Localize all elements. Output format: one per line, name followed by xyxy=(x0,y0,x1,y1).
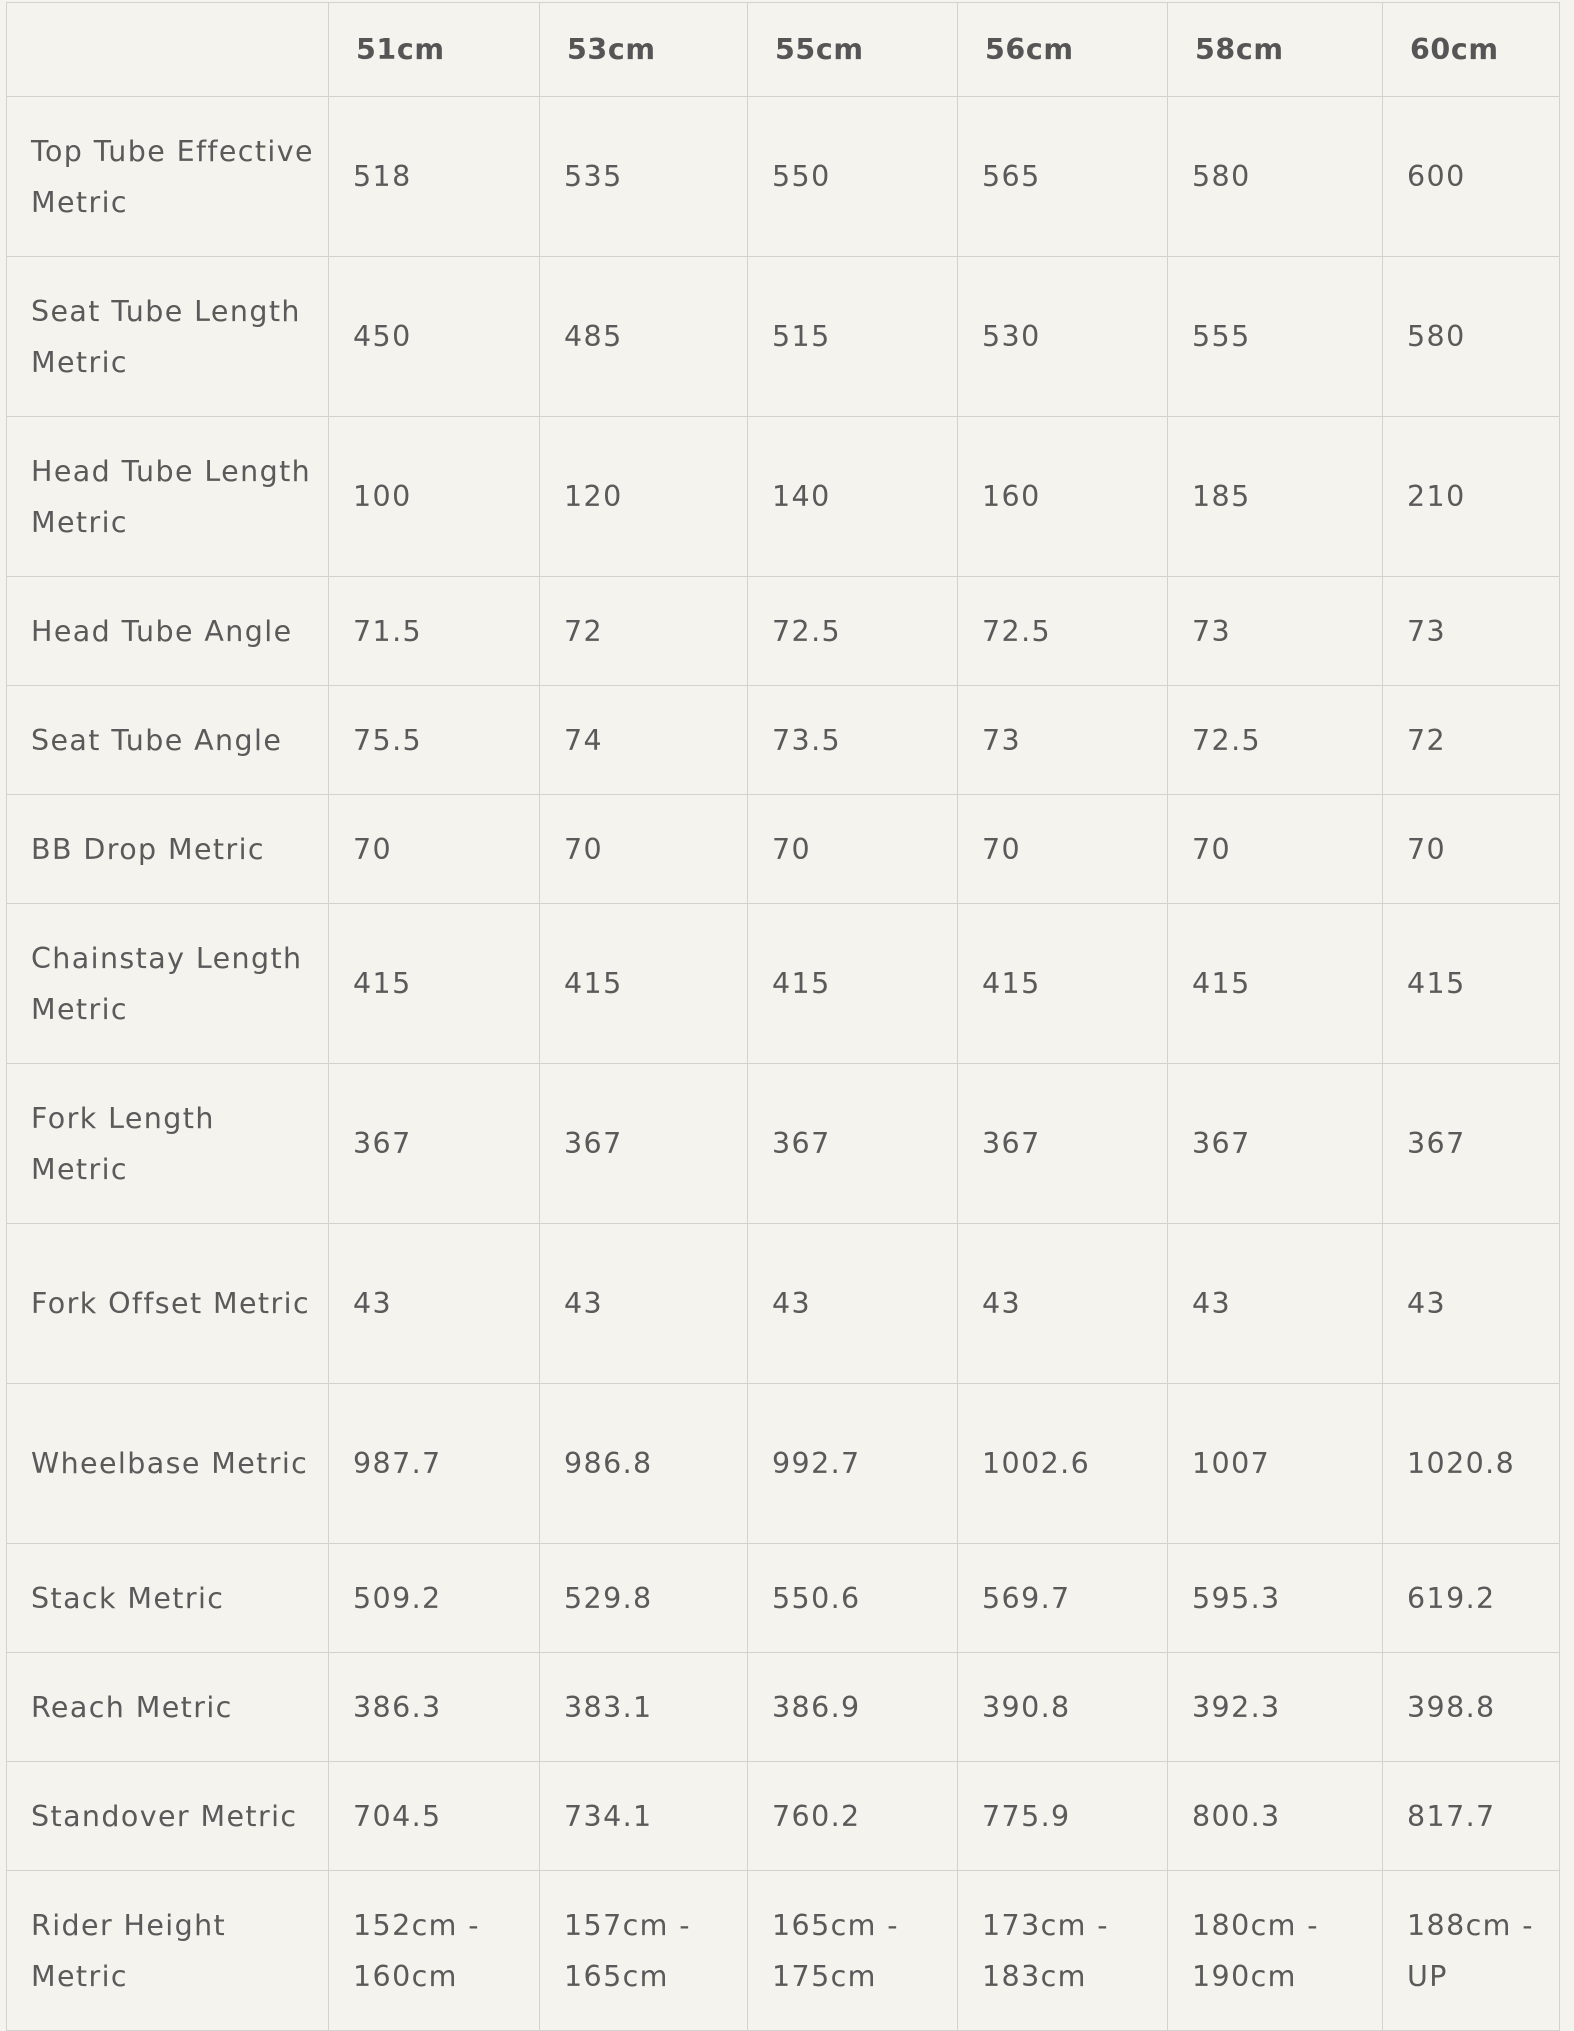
table-cell: 72 xyxy=(1383,686,1560,795)
table-row xyxy=(7,1544,1560,1653)
table-cell: 70 xyxy=(958,795,1168,904)
size-header-55cm: 55cm xyxy=(748,3,958,97)
table-cell: 1020.8 xyxy=(1383,1384,1560,1544)
table-cell: 185 xyxy=(1168,417,1383,577)
table-cell: 43 xyxy=(329,1224,540,1384)
corner-cell xyxy=(7,3,329,97)
table-cell: 72.5 xyxy=(958,577,1168,686)
table-cell: 992.7 xyxy=(748,1384,958,1544)
table-cell: 415 xyxy=(748,904,958,1064)
table-cell: 386.9 xyxy=(748,1653,958,1762)
table-cell: 73 xyxy=(1168,577,1383,686)
table-cell: 398.8 xyxy=(1383,1653,1560,1762)
table-cell: 509.2 xyxy=(329,1544,540,1653)
row-label: Wheelbase Metric xyxy=(7,1384,329,1544)
table-cell: 390.8 xyxy=(958,1653,1168,1762)
table-cell: 70 xyxy=(1168,795,1383,904)
table-cell: 165cm - 175cm xyxy=(748,1871,958,2031)
row-label: Standover Metric xyxy=(7,1762,329,1871)
table-cell: 515 xyxy=(748,257,958,417)
table-cell: 367 xyxy=(1168,1064,1383,1224)
table-cell: 73 xyxy=(1383,577,1560,686)
table-cell: 72 xyxy=(540,577,748,686)
row-label: Top Tube Effective Metric xyxy=(7,97,329,257)
table-row xyxy=(7,686,1560,795)
table-cell: 415 xyxy=(1168,904,1383,1064)
table-row xyxy=(7,417,1560,577)
table-cell: 595.3 xyxy=(1168,1544,1383,1653)
table-cell: 43 xyxy=(748,1224,958,1384)
table-row xyxy=(7,904,1560,1064)
table-cell: 600 xyxy=(1383,97,1560,257)
table-cell: 704.5 xyxy=(329,1762,540,1871)
table-cell: 986.8 xyxy=(540,1384,748,1544)
size-header-56cm: 56cm xyxy=(958,3,1168,97)
table-row xyxy=(7,257,1560,417)
table-cell: 529.8 xyxy=(540,1544,748,1653)
size-header-58cm: 58cm xyxy=(1168,3,1383,97)
table-cell: 367 xyxy=(329,1064,540,1224)
table-cell: 550 xyxy=(748,97,958,257)
table-cell: 173cm - 183cm xyxy=(958,1871,1168,2031)
table-cell: 817.7 xyxy=(1383,1762,1560,1871)
size-header-53cm: 53cm xyxy=(540,3,748,97)
table-cell: 74 xyxy=(540,686,748,795)
table-cell: 152cm - 160cm xyxy=(329,1871,540,2031)
table-cell: 72.5 xyxy=(1168,686,1383,795)
table-cell: 140 xyxy=(748,417,958,577)
table-cell: 383.1 xyxy=(540,1653,748,1762)
table-cell: 760.2 xyxy=(748,1762,958,1871)
row-label: Seat Tube Angle xyxy=(7,686,329,795)
table-row xyxy=(7,1871,1560,2031)
row-label: Head Tube Angle xyxy=(7,577,329,686)
table-row xyxy=(7,1224,1560,1384)
table-cell: 392.3 xyxy=(1168,1653,1383,1762)
table-cell: 100 xyxy=(329,417,540,577)
table-cell: 580 xyxy=(1383,257,1560,417)
table-cell: 1007 xyxy=(1168,1384,1383,1544)
table-cell: 987.7 xyxy=(329,1384,540,1544)
table-row xyxy=(7,1384,1560,1544)
table-cell: 43 xyxy=(540,1224,748,1384)
table-cell: 73.5 xyxy=(748,686,958,795)
size-header-row xyxy=(7,3,1560,97)
table-cell: 70 xyxy=(540,795,748,904)
row-label: Fork Offset Metric xyxy=(7,1224,329,1384)
table-cell: 71.5 xyxy=(329,577,540,686)
table-cell: 73 xyxy=(958,686,1168,795)
table-cell: 518 xyxy=(329,97,540,257)
table-cell: 415 xyxy=(958,904,1168,1064)
table-cell: 180cm - 190cm xyxy=(1168,1871,1383,2031)
size-header-60cm: 60cm xyxy=(1383,3,1560,97)
table-row xyxy=(7,1653,1560,1762)
table-cell: 485 xyxy=(540,257,748,417)
table-cell: 415 xyxy=(540,904,748,1064)
table-cell: 1002.6 xyxy=(958,1384,1168,1544)
row-label: Reach Metric xyxy=(7,1653,329,1762)
table-cell: 619.2 xyxy=(1383,1544,1560,1653)
table-cell: 580 xyxy=(1168,97,1383,257)
table-cell: 70 xyxy=(748,795,958,904)
table-cell: 188cm - UP xyxy=(1383,1871,1560,2031)
table-row xyxy=(7,97,1560,257)
row-label: Rider Height Metric xyxy=(7,1871,329,2031)
geometry-table-body xyxy=(7,97,1560,2031)
table-cell: 70 xyxy=(1383,795,1560,904)
table-cell: 72.5 xyxy=(748,577,958,686)
size-header-51cm: 51cm xyxy=(329,3,540,97)
table-row xyxy=(7,795,1560,904)
table-cell: 386.3 xyxy=(329,1653,540,1762)
table-cell: 415 xyxy=(329,904,540,1064)
table-cell: 43 xyxy=(1168,1224,1383,1384)
geometry-table xyxy=(6,2,1560,2031)
table-cell: 565 xyxy=(958,97,1168,257)
row-label: Fork Length Metric xyxy=(7,1064,329,1224)
table-cell: 535 xyxy=(540,97,748,257)
row-label: Stack Metric xyxy=(7,1544,329,1653)
table-row xyxy=(7,577,1560,686)
table-cell: 450 xyxy=(329,257,540,417)
table-cell: 120 xyxy=(540,417,748,577)
table-cell: 43 xyxy=(1383,1224,1560,1384)
row-label: Head Tube Length Metric xyxy=(7,417,329,577)
table-cell: 530 xyxy=(958,257,1168,417)
table-cell: 367 xyxy=(748,1064,958,1224)
row-label: Seat Tube Length Metric xyxy=(7,257,329,417)
table-cell: 555 xyxy=(1168,257,1383,417)
table-cell: 210 xyxy=(1383,417,1560,577)
table-cell: 367 xyxy=(958,1064,1168,1224)
table-cell: 415 xyxy=(1383,904,1560,1064)
table-cell: 734.1 xyxy=(540,1762,748,1871)
row-label: BB Drop Metric xyxy=(7,795,329,904)
table-row xyxy=(7,1762,1560,1871)
table-cell: 569.7 xyxy=(958,1544,1168,1653)
table-cell: 550.6 xyxy=(748,1544,958,1653)
table-cell: 367 xyxy=(540,1064,748,1224)
row-label: Chainstay Length Metric xyxy=(7,904,329,1064)
table-cell: 75.5 xyxy=(329,686,540,795)
table-cell: 160 xyxy=(958,417,1168,577)
table-cell: 157cm - 165cm xyxy=(540,1871,748,2031)
table-cell: 43 xyxy=(958,1224,1168,1384)
table-cell: 70 xyxy=(329,795,540,904)
table-row xyxy=(7,1064,1560,1224)
table-cell: 367 xyxy=(1383,1064,1560,1224)
table-cell: 800.3 xyxy=(1168,1762,1383,1871)
table-cell: 775.9 xyxy=(958,1762,1168,1871)
